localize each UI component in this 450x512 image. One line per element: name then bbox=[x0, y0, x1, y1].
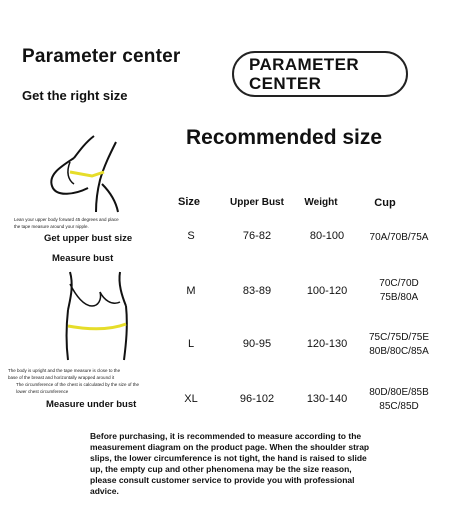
under-caption-line-1: The body is upright and the tape measure is close to the bbox=[8, 368, 121, 373]
row-m-size: M bbox=[186, 285, 196, 297]
upper-bust-label: Get upper bust size bbox=[44, 233, 133, 244]
upper-caption-line-2: the tape measure around your nipple. bbox=[14, 224, 89, 229]
row-xl-weight: 130-140 bbox=[306, 393, 348, 405]
column-header-cup: Cup bbox=[374, 197, 396, 209]
upper-bust-figure bbox=[30, 132, 160, 214]
column-header-upper-bust: Upper Bust bbox=[230, 197, 284, 208]
under-caption-line-2: base of the breast and horizontally wrapped around it bbox=[8, 375, 115, 380]
notice-line-2: measurement diagram on the product page. When the shoulder strap bbox=[90, 442, 370, 452]
row-s-cup: 70A/70B/75A bbox=[369, 232, 429, 243]
row-xl-cup-line-1: 80D/80E/85B bbox=[369, 387, 429, 398]
row-l-cup-line-2: 80B/80C/85A bbox=[369, 346, 429, 357]
notice-line-5: please consult customer service to provide you with professional bbox=[90, 475, 355, 485]
row-s-upper-bust: 76-82 bbox=[242, 230, 272, 242]
notice-line-4: up, the empty cup and other phenomena may be the size reason, bbox=[90, 464, 352, 474]
measure-bust-label: Measure bust bbox=[52, 253, 114, 264]
page-subtitle: Get the right size bbox=[22, 88, 128, 103]
row-m-cup-line-1: 70C/70D bbox=[379, 278, 419, 289]
upper-caption-line-1: Lean your upper body forward 45 degrees and place bbox=[14, 217, 119, 222]
column-header-size: Size bbox=[177, 196, 200, 208]
notice-line-3: slips, the lower circumference is not tight, the hand is raised to slide bbox=[90, 453, 367, 463]
row-m-upper-bust: 83-89 bbox=[242, 285, 272, 297]
page-title: Parameter center bbox=[22, 46, 181, 67]
badge-line-1: PARAMETER bbox=[249, 55, 360, 74]
row-xl-cup-line-2: 85C/85D bbox=[379, 401, 419, 412]
row-l-weight: 120-130 bbox=[306, 338, 348, 350]
row-l-size: L bbox=[187, 338, 195, 350]
row-m-cup-line-2: 75B/80A bbox=[379, 292, 419, 303]
row-l-cup-line-1: 75C/75D/75E bbox=[368, 332, 430, 343]
row-s-weight: 80-100 bbox=[309, 230, 345, 242]
under-caption-line-3: The circumference of the chest is calculated by the size of the bbox=[16, 382, 140, 387]
size-notice bbox=[90, 431, 390, 497]
under-bust-label: Measure under bust bbox=[46, 399, 137, 410]
row-l-upper-bust: 90-95 bbox=[242, 338, 272, 350]
under-caption-line-4: lower chest circumference bbox=[16, 389, 69, 394]
badge-line-2: CENTER bbox=[249, 74, 322, 93]
row-xl-size: XL bbox=[184, 393, 198, 405]
row-xl-upper-bust: 96-102 bbox=[239, 393, 275, 405]
notice-line-6: advice. bbox=[90, 486, 119, 496]
column-header-weight: Weight bbox=[304, 197, 338, 208]
under-bust-figure bbox=[40, 266, 150, 362]
notice-line-1: Before purchasing, it is recommended to measure according to the bbox=[90, 431, 362, 441]
row-s-size: S bbox=[187, 230, 195, 242]
size-table-title: Recommended size bbox=[186, 126, 383, 149]
row-m-weight: 100-120 bbox=[306, 285, 348, 297]
